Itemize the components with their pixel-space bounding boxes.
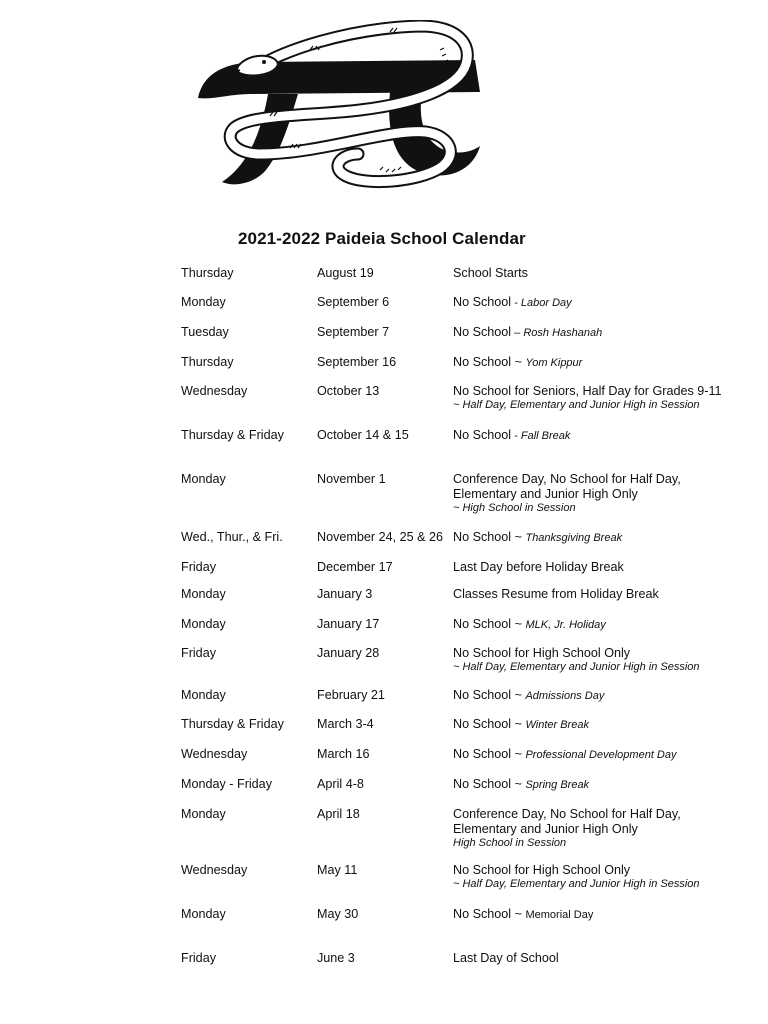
row-date: November 1 [317, 472, 386, 486]
row-note: Memorial Day [525, 909, 594, 921]
row-event: No School ~ Professional Development Day [453, 747, 677, 761]
row-day: Monday [181, 617, 226, 631]
row-event: No School for High School Only ~ Half Day, Elementary and Junior High in Session [453, 863, 763, 891]
row-date: January 28 [317, 646, 380, 660]
row-date: March 3-4 [317, 717, 374, 731]
row-note: – Rosh Hashanah [511, 327, 603, 339]
row-date: March 16 [317, 747, 370, 761]
row-day: Monday [181, 807, 226, 821]
row-event: No School – Rosh Hashanah [453, 325, 603, 339]
row-date: November 24, 25 & 26 [317, 530, 444, 544]
row-date: September 7 [317, 325, 390, 339]
row-event: Last Day before Holiday Break [453, 560, 624, 574]
row-event: No School ~ Memorial Day [453, 907, 594, 921]
row-note: Yom Kippur [525, 357, 583, 369]
row-day: Monday [181, 587, 226, 601]
row-event: No School ~ Thanksgiving Break [453, 530, 623, 544]
page-title: 2021-2022 Paideia School Calendar [238, 229, 526, 248]
row-event-line2: Elementary and Junior High Only [453, 822, 638, 836]
row-date: September 16 [317, 355, 397, 369]
row-event: No School ~ Admissions Day [453, 688, 605, 702]
row-day: Thursday & Friday [181, 428, 284, 442]
row-event: No School ~ Winter Break [453, 717, 589, 731]
row-date: June 3 [317, 951, 355, 965]
row-day: Thursday [181, 355, 234, 369]
row-day: Monday - Friday [181, 777, 272, 791]
row-event: No School for High School Only ~ Half Day, Elementary and Junior High in Session [453, 646, 763, 674]
row-event: Conference Day, No School for Half Day, Elementary and Junior High Only ~ High School in Session [453, 472, 763, 515]
row-day: Monday [181, 295, 226, 309]
row-date: December 17 [317, 560, 393, 574]
row-event: No School ~ Spring Break [453, 777, 590, 791]
row-date: October 13 [317, 384, 380, 398]
row-day: Friday [181, 951, 216, 965]
row-day: Monday [181, 688, 226, 702]
row-day: Monday [181, 907, 226, 921]
row-day: Wednesday [181, 384, 248, 398]
row-day: Wednesday [181, 863, 248, 877]
row-day: Thursday [181, 266, 234, 280]
row-sub-note: ~ Half Day, Elementary and Junior High in Session [453, 399, 700, 411]
row-date: January 17 [317, 617, 380, 631]
row-note: Thanksgiving Break [525, 532, 623, 544]
row-day: Tuesday [181, 325, 229, 339]
row-day: Wednesday [181, 747, 248, 761]
row-date: May 30 [317, 907, 359, 921]
row-event: School Starts [453, 266, 528, 280]
row-event: No School for Seniors, Half Day for Grades 9-11 ~ Half Day, Elementary and Junior High in Session [453, 384, 763, 412]
row-event: No School ~ MLK, Jr. Holiday [453, 617, 606, 631]
row-date: May 11 [317, 863, 358, 877]
row-sub-note: High School in Session [453, 837, 567, 849]
row-event: No School - Fall Break [453, 428, 571, 442]
row-date: September 6 [317, 295, 390, 309]
row-date: April 18 [317, 807, 360, 821]
row-sub-note: ~ High School in Session [453, 502, 576, 514]
row-note: Admissions Day [525, 690, 605, 702]
row-note: - Fall Break [511, 430, 571, 442]
row-event-line2: Elementary and Junior High Only [453, 487, 638, 501]
row-date: February 21 [317, 688, 385, 702]
row-event: Last Day of School [453, 951, 559, 965]
row-note: Professional Development Day [525, 749, 677, 761]
row-day: Friday [181, 560, 216, 574]
row-note: Spring Break [525, 779, 590, 791]
row-date: April 4-8 [317, 777, 364, 791]
row-date: January 3 [317, 587, 373, 601]
row-date: August 19 [317, 266, 374, 280]
row-sub-note: ~ Half Day, Elementary and Junior High in Session [453, 661, 700, 673]
row-sub-note: ~ Half Day, Elementary and Junior High in Session [453, 878, 700, 890]
row-note: MLK, Jr. Holiday [525, 619, 606, 631]
row-note: - Labor Day [511, 297, 572, 309]
pi-snake-logo-icon [190, 20, 490, 190]
row-event: No School ~ Yom Kippur [453, 355, 583, 369]
row-day: Thursday & Friday [181, 717, 284, 731]
row-event: Conference Day, No School for Half Day, Elementary and Junior High Only High School in Session [453, 807, 763, 850]
row-day: Monday [181, 472, 226, 486]
row-event: Classes Resume from Holiday Break [453, 587, 659, 601]
row-note: Winter Break [525, 719, 589, 731]
row-day: Wed., Thur., & Fri. [181, 530, 283, 544]
row-event: No School - Labor Day [453, 295, 572, 309]
row-day: Friday [181, 646, 216, 660]
row-date: October 14 & 15 [317, 428, 409, 442]
